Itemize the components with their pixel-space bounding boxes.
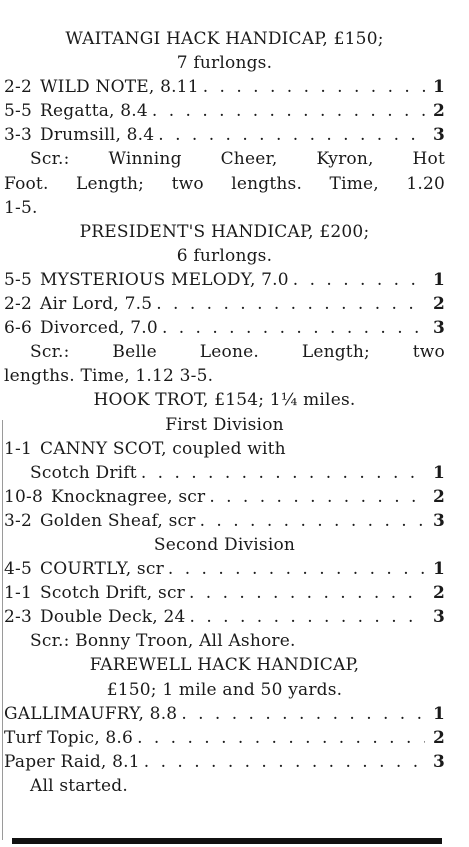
horse-entry: Golden Sheaf, scr xyxy=(39,510,196,531)
result-row xyxy=(4,75,445,99)
result-row xyxy=(4,750,445,774)
race-title: PRESIDENT'S HANDICAP, £200; xyxy=(79,221,370,242)
placing: 1 xyxy=(432,77,445,98)
leader-dots xyxy=(137,726,425,750)
placing: 3 xyxy=(432,318,445,339)
placing: 2 xyxy=(432,101,445,122)
race-notes: Foot. Length; two lengths. Time, 1.20 xyxy=(4,173,445,194)
placing: 1 xyxy=(432,269,445,290)
race-notes: 1-5. xyxy=(4,197,38,218)
horse-entry: Double Deck, 24 xyxy=(39,607,186,628)
leader-dots xyxy=(189,581,425,605)
result-row xyxy=(4,605,445,629)
odds: 5-5 xyxy=(4,101,32,122)
race-notes: Scr.: Winning Cheer, Kyron, Hot xyxy=(30,149,445,170)
race-distance: £150; 1 mile and 50 yards. xyxy=(106,679,343,700)
odds: 2-2 xyxy=(4,77,32,98)
race-notes: Scr.: Belle Leone. Length; two xyxy=(30,342,445,363)
placing: 2 xyxy=(432,583,445,604)
leader-dots xyxy=(152,99,425,123)
odds: 2-2 xyxy=(4,294,32,315)
result-row xyxy=(4,557,445,581)
result-row xyxy=(4,726,445,750)
leader-dots xyxy=(190,605,425,629)
leader-dots xyxy=(144,750,425,774)
horse-entry: Paper Raid, 8.1 xyxy=(4,751,140,772)
odds: 4-5 xyxy=(4,559,32,580)
race-title: FAREWELL HACK HANDICAP, xyxy=(89,655,360,676)
horse-entry: Turf Topic, 8.6 xyxy=(4,727,134,748)
placing: 2 xyxy=(432,727,445,748)
odds: 1-1 xyxy=(4,583,32,604)
result-row xyxy=(4,461,445,485)
division-label: First Division xyxy=(165,414,284,435)
race-title: HOOK TROT, £154; 1¼ miles. xyxy=(93,390,356,411)
horse-entry-continuation: Scotch Drift xyxy=(30,462,137,483)
result-row xyxy=(4,702,445,726)
placing: 1 xyxy=(432,703,445,724)
leader-dots xyxy=(156,292,425,316)
leader-dots xyxy=(293,268,425,292)
leader-dots xyxy=(200,509,425,533)
placing: 2 xyxy=(432,486,445,507)
column-rule xyxy=(2,420,3,840)
race-notes: All started. xyxy=(30,775,128,796)
horse-entry: Drumsill, 8.4 xyxy=(39,125,155,146)
result-row xyxy=(4,123,445,147)
horse-entry: WILD NOTE, 8.11 xyxy=(39,77,199,98)
odds: 1-1 xyxy=(4,438,32,459)
horse-entry: Knocknagree, scr xyxy=(51,486,206,507)
placing: 2 xyxy=(432,294,445,315)
leader-dots xyxy=(162,316,425,340)
leader-dots xyxy=(209,485,425,509)
horse-entry: Divorced, 7.0 xyxy=(39,318,158,339)
result-row xyxy=(4,509,445,533)
race-title: WAITANGI HACK HANDICAP, £150; xyxy=(65,29,384,49)
results-column xyxy=(4,27,445,798)
odds: 3-3 xyxy=(4,125,32,146)
placing: 3 xyxy=(432,751,445,772)
result-row xyxy=(4,268,445,292)
horse-entry: CANNY SCOT, coupled with xyxy=(39,438,286,459)
result-row xyxy=(4,316,445,340)
horse-entry: Air Lord, 7.5 xyxy=(39,294,153,315)
leader-dots xyxy=(203,75,425,99)
placing: 1 xyxy=(432,559,445,580)
bottom-rule xyxy=(12,838,442,844)
horse-entry: GALLIMAUFRY, 8.8 xyxy=(4,703,178,724)
result-row xyxy=(4,292,445,316)
horse-entry: Scotch Drift, scr xyxy=(39,583,185,604)
horse-entry: MYSTERIOUS MELODY, 7.0 xyxy=(39,269,289,290)
leader-dots xyxy=(181,702,425,726)
placing: 1 xyxy=(432,462,445,483)
race-notes: Scr.: Bonny Troon, All Ashore. xyxy=(30,631,296,652)
horse-entry: Regatta, 8.4 xyxy=(39,101,148,122)
result-row xyxy=(4,437,445,461)
race-distance: 7 furlongs. xyxy=(176,53,273,74)
leader-dots xyxy=(158,123,425,147)
odds: 10-8 xyxy=(4,486,43,507)
placing: 3 xyxy=(432,510,445,531)
horse-entry: COURTLY, scr xyxy=(39,559,164,580)
race-notes: lengths. Time, 1.12 3-5. xyxy=(4,366,214,387)
placing: 3 xyxy=(432,125,445,146)
result-row xyxy=(4,99,445,123)
result-row xyxy=(4,581,445,605)
odds: 3-2 xyxy=(4,510,32,531)
odds: 5-5 xyxy=(4,269,32,290)
placing: 3 xyxy=(432,607,445,628)
leader-dots xyxy=(141,461,425,485)
division-label: Second Division xyxy=(153,534,296,555)
result-row xyxy=(4,485,445,509)
race-distance: 6 furlongs. xyxy=(176,245,273,266)
leader-dots xyxy=(168,557,425,581)
odds: 2-3 xyxy=(4,607,32,628)
odds: 6-6 xyxy=(4,318,32,339)
